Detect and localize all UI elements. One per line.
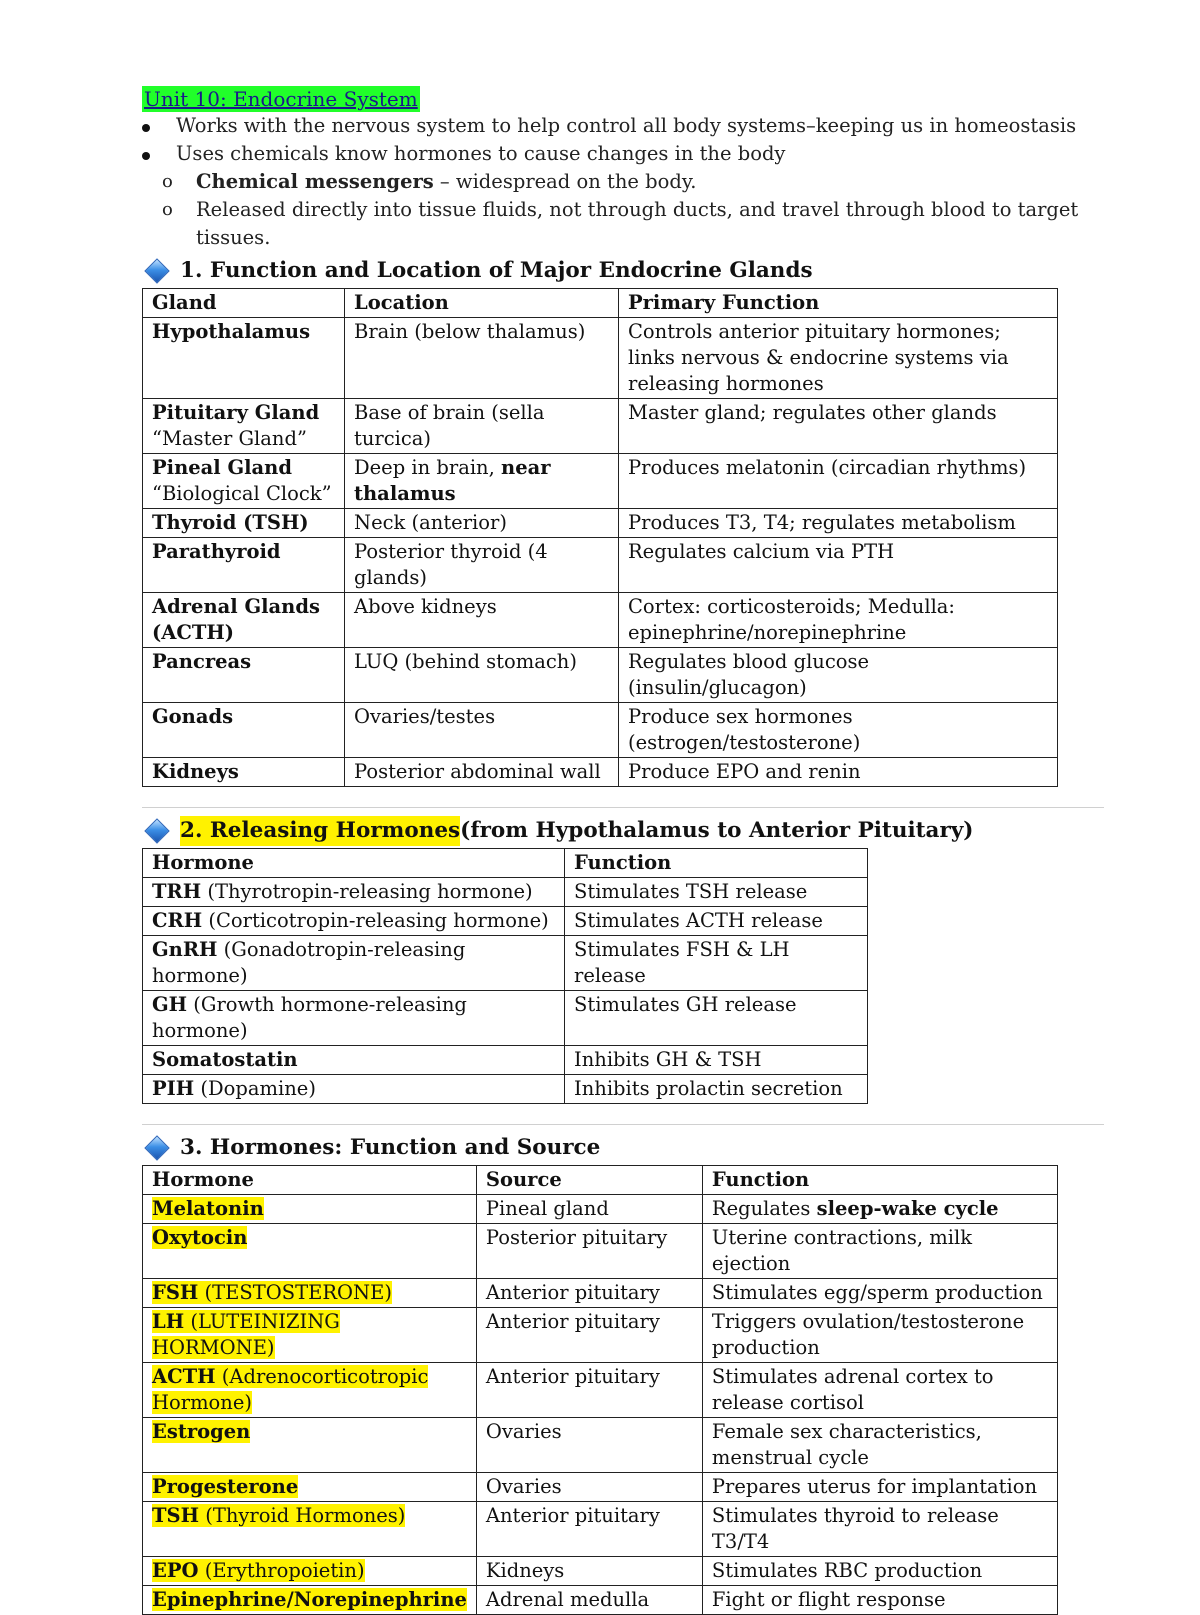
function-cell: Stimulates TSH release: [565, 878, 868, 907]
location-text: Deep in brain,: [354, 456, 502, 479]
function-cell: [702, 1473, 1057, 1502]
hormone-cell: [143, 1075, 565, 1104]
function-text: Triggers ovulation/testosterone production: [711, 1310, 1025, 1359]
hormone-abbr: Estrogen: [152, 1420, 251, 1443]
location-text: Posterior thyroid (4 glands): [354, 540, 548, 589]
location-text: Neck (anterior): [354, 511, 507, 534]
table-row: [143, 907, 868, 936]
highlighted-hormone: [152, 1475, 298, 1498]
hormone-cell: [143, 1195, 477, 1224]
function-cell: Master gland; regulates other glands: [619, 399, 1058, 454]
function-cell: [702, 1224, 1057, 1279]
hormone-full-name: (Corticotropin-releasing hormone): [202, 909, 549, 932]
location-text: Above kidneys: [354, 595, 497, 618]
table-row: [143, 1363, 1058, 1418]
hormone-abbr: Epinephrine/Norepinephrine: [152, 1588, 467, 1611]
function-cell: [702, 1279, 1057, 1308]
function-cell: Produce sex hormones (estrogen/testosterone): [619, 703, 1058, 758]
function-cell: Cortex: corticosteroids; Medulla: epinephrine/norepinephrine: [619, 593, 1058, 648]
highlighted-hormone: [152, 1588, 467, 1611]
source-cell: Kidneys: [476, 1557, 702, 1586]
table-row: [143, 648, 1058, 703]
function-text: Uterine contractions, milk ejection: [711, 1226, 973, 1275]
gland-cell: [143, 509, 345, 538]
hormone-full-name: (Thyroid Hormones): [199, 1504, 406, 1527]
function-cell: Regulates blood glucose (insulin/glucagon): [619, 648, 1058, 703]
sub-bullets: [142, 168, 1104, 252]
function-cell: Produces T3, T4; regulates metabolism: [619, 509, 1058, 538]
hormone-full-name: (Thyrotropin-releasing hormone): [201, 880, 533, 903]
table-row: [143, 1195, 1058, 1224]
table-row: [143, 1075, 868, 1104]
gland-name: Pancreas: [152, 650, 252, 673]
highlighted-hormone: [152, 1281, 392, 1304]
location-text: Brain (below thalamus): [354, 320, 586, 343]
column-header: Location: [345, 289, 619, 318]
hormone-cell: [143, 1308, 477, 1363]
circle-bullet-icon: o: [162, 199, 173, 220]
hormone-abbr: EPO: [152, 1559, 199, 1582]
sub-bullet-item: o Released directly into tissue fluids, not through ducts, and travel through blood to target tissues.: [162, 198, 1079, 249]
table-row: [143, 1308, 1058, 1363]
bullet-item: Works with the nervous system to help control all body systems–keeping us in homeostasis: [142, 112, 1104, 140]
circle-bullet-icon: o: [162, 171, 173, 192]
column-header: Hormone: [143, 849, 565, 878]
hormone-full-name: (TESTOSTERONE): [198, 1281, 392, 1304]
location-text: Base of brain (sella turcica): [354, 401, 545, 450]
gland-cell: [143, 593, 345, 648]
function-cell: [702, 1195, 1057, 1224]
table-header-row: [143, 289, 1058, 318]
gland-cell: [143, 648, 345, 703]
table-row: [143, 1224, 1058, 1279]
highlighted-hormone: [152, 1226, 247, 1249]
hormones-table: [142, 1165, 1058, 1615]
hormone-cell: [143, 1586, 477, 1615]
table-row: [143, 991, 868, 1046]
unit-title: Unit 10: Endocrine System: [144, 87, 418, 111]
function-text: Stimulates thyroid to release T3/T4: [711, 1504, 999, 1553]
table-row: [143, 1557, 1058, 1586]
column-header: Function: [565, 849, 868, 878]
gland-name: Gonads: [152, 705, 234, 728]
gland-cell: [143, 703, 345, 758]
hormone-abbr: CRH: [152, 909, 203, 932]
source-cell: Ovaries: [476, 1418, 702, 1473]
location-cell: [345, 593, 619, 648]
function-cell: Regulates calcium via PTH: [619, 538, 1058, 593]
hormone-full-name: (LUTEINIZING HORMONE): [152, 1310, 340, 1359]
hormone-abbr: Somatostatin: [152, 1048, 298, 1071]
divider: [142, 1124, 1104, 1125]
glands-table: [142, 288, 1058, 787]
table-row: [143, 593, 1058, 648]
gland-cell: [143, 538, 345, 593]
source-cell: Anterior pituitary: [476, 1279, 702, 1308]
bullet-item: Uses chemicals know hormones to cause changes in the body: [142, 140, 1104, 168]
highlighted-hormone: [152, 1420, 250, 1443]
location-cell: [345, 648, 619, 703]
function-text: Stimulates RBC production: [711, 1559, 983, 1582]
function-cell: Produces melatonin (circadian rhythms): [619, 454, 1058, 509]
location-cell: [345, 509, 619, 538]
hormone-cell: [143, 1502, 477, 1557]
bullet-dot-icon: [142, 124, 150, 132]
hormone-full-name: (Dopamine): [194, 1077, 316, 1100]
table-row: [143, 399, 1058, 454]
source-cell: Posterior pituitary: [476, 1224, 702, 1279]
gland-name: Adrenal Glands (ACTH): [152, 595, 320, 644]
function-text: Stimulates egg/sperm production: [711, 1281, 1043, 1304]
table-row: [143, 878, 868, 907]
table-row: [143, 454, 1058, 509]
hormone-abbr: FSH: [152, 1281, 199, 1304]
table-row: [143, 936, 868, 991]
column-header: Source: [476, 1166, 702, 1195]
function-text: Female sex characteristics, menstrual cycle: [711, 1420, 982, 1469]
gland-name: Thyroid (TSH): [152, 511, 309, 534]
document-page: [142, 86, 1104, 1615]
function-text: Stimulates adrenal cortex to release cortisol: [711, 1365, 994, 1414]
releasing-hormones-table: [142, 848, 868, 1104]
section-2-heading: 2. Releasing Hormones (from Hypothalamus to Anterior Pituitary): [142, 816, 1104, 846]
gland-name: Parathyroid: [152, 540, 281, 563]
table-row: [143, 758, 1058, 787]
table-header-row: [143, 1166, 1058, 1195]
section-1-heading: 1. Function and Location of Major Endocrine Glands: [142, 256, 1104, 286]
function-cell: Produce EPO and renin: [619, 758, 1058, 787]
hormone-cell: [143, 1363, 477, 1418]
hormone-abbr: GH: [152, 993, 188, 1016]
gland-name: Pineal Gland: [152, 456, 292, 479]
gland-name: Pituitary Gland: [152, 401, 320, 424]
function-cell: [702, 1502, 1057, 1557]
gland-cell: [143, 758, 345, 787]
hormone-abbr: TSH: [152, 1504, 200, 1527]
function-cell: Inhibits GH & TSH: [565, 1046, 868, 1075]
function-cell: Controls anterior pituitary hormones; links nervous & endocrine systems via releasing hormones: [619, 318, 1058, 399]
table-header-row: [143, 849, 868, 878]
hormone-cell: [143, 1418, 477, 1473]
hormone-abbr: LH: [152, 1310, 185, 1333]
table-row: [143, 538, 1058, 593]
hormone-cell: [143, 907, 565, 936]
table-row: [143, 1586, 1058, 1615]
hormone-abbr: GnRH: [152, 938, 218, 961]
column-header: Primary Function: [619, 289, 1058, 318]
bullet-dot-icon: [142, 152, 150, 160]
hormone-cell: [143, 1473, 477, 1502]
gland-cell: [143, 318, 345, 399]
diamond-icon: [144, 818, 169, 843]
function-cell: [702, 1308, 1057, 1363]
table-row: [143, 1473, 1058, 1502]
diamond-icon: [144, 258, 169, 283]
hormone-full-name: (Gonadotropin-releasing hormone): [152, 938, 466, 987]
location-cell: [345, 399, 619, 454]
source-cell: Ovaries: [476, 1473, 702, 1502]
hormone-cell: [143, 1557, 477, 1586]
table-row: [143, 1502, 1058, 1557]
hormone-abbr: Oxytocin: [152, 1226, 248, 1249]
hormone-abbr: TRH: [152, 880, 202, 903]
location-cell: [345, 758, 619, 787]
function-cell: [702, 1418, 1057, 1473]
highlighted-hormone: [152, 1559, 365, 1582]
location-emphasis: near thalamus: [354, 456, 551, 505]
function-text: Prepares uterus for implantation: [711, 1475, 1038, 1498]
hormone-full-name: (Erythropoietin): [198, 1559, 365, 1582]
column-header: Hormone: [143, 1166, 477, 1195]
function-emphasis: sleep-wake cycle: [816, 1197, 999, 1220]
source-cell: Pineal gland: [476, 1195, 702, 1224]
table-row: [143, 1418, 1058, 1473]
location-cell: [345, 538, 619, 593]
hormone-abbr: PIH: [152, 1077, 195, 1100]
gland-nickname: “Biological Clock”: [152, 482, 332, 505]
hormone-abbr: Melatonin: [152, 1197, 264, 1220]
location-text: Posterior abdominal wall: [354, 760, 601, 783]
function-cell: [702, 1557, 1057, 1586]
location-text: Ovaries/testes: [354, 705, 496, 728]
hormone-cell: [143, 1224, 477, 1279]
divider: [142, 807, 1104, 808]
location-cell: [345, 454, 619, 509]
gland-nickname: “Master Gland”: [152, 427, 307, 450]
highlighted-hormone: [152, 1365, 428, 1414]
hormone-cell: [143, 878, 565, 907]
table-row: [143, 703, 1058, 758]
gland-cell: [143, 399, 345, 454]
hormone-cell: [143, 991, 565, 1046]
column-header: Gland: [143, 289, 345, 318]
hormone-cell: [143, 1279, 477, 1308]
hormone-cell: [143, 936, 565, 991]
table-row: [143, 1279, 1058, 1308]
highlighted-hormone: [152, 1504, 405, 1527]
function-cell: Stimulates GH release: [565, 991, 868, 1046]
function-cell: [702, 1363, 1057, 1418]
hormone-abbr: ACTH: [152, 1365, 216, 1388]
sub-bullet-item: o Chemical messengers – widespread on the body.: [142, 168, 1104, 196]
highlighted-hormone: [152, 1197, 264, 1220]
section-3-heading: 3. Hormones: Function and Source: [142, 1133, 1104, 1163]
table-row: [143, 318, 1058, 399]
gland-name: Kidneys: [152, 760, 239, 783]
location-cell: [345, 703, 619, 758]
hormone-full-name: (Growth hormone-releasing hormone): [152, 993, 467, 1042]
function-cell: [702, 1586, 1057, 1615]
hormone-full-name: (Adrenocorticotropic Hormone): [152, 1365, 429, 1414]
function-cell: Stimulates ACTH release: [565, 907, 868, 936]
table-row: [143, 509, 1058, 538]
hormone-abbr: Progesterone: [152, 1475, 299, 1498]
column-header: Function: [702, 1166, 1057, 1195]
function-text: Fight or flight response: [711, 1588, 946, 1611]
diamond-icon: [144, 1135, 169, 1160]
source-cell: Anterior pituitary: [476, 1363, 702, 1418]
location-text: LUQ (behind stomach): [354, 650, 577, 673]
gland-cell: [143, 454, 345, 509]
location-cell: [345, 318, 619, 399]
source-cell: Anterior pituitary: [476, 1502, 702, 1557]
source-cell: Anterior pituitary: [476, 1308, 702, 1363]
function-cell: Stimulates FSH & LH release: [565, 936, 868, 991]
function-text: Regulates: [711, 1197, 817, 1220]
hormone-cell: [143, 1046, 565, 1075]
function-cell: Inhibits prolactin secretion: [565, 1075, 868, 1104]
gland-name: Hypothalamus: [152, 320, 311, 343]
highlighted-hormone: [152, 1310, 340, 1359]
source-cell: Adrenal medulla: [476, 1586, 702, 1615]
table-row: [143, 1046, 868, 1075]
intro-bullets: [142, 112, 1104, 168]
